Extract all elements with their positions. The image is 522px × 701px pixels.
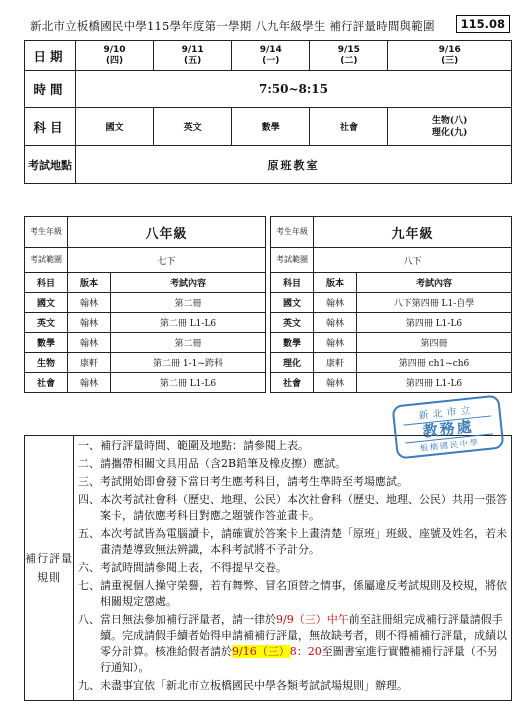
row-version: 翰林	[314, 373, 357, 393]
rule-number: 八、	[78, 613, 100, 626]
day-date: 9/10	[103, 44, 126, 55]
row-content: 第四冊	[357, 333, 512, 353]
grade-title: 八年級	[68, 217, 266, 248]
day-cell	[310, 41, 388, 71]
makeup-date-highlight: 9/16（三）	[232, 645, 290, 658]
time-label: 時間	[25, 71, 76, 108]
row-content: 第二冊 L1-L6	[111, 313, 266, 333]
day-date: 9/16	[438, 44, 461, 55]
day-date: 9/15	[337, 44, 360, 55]
rule-text-part: 當日無法參加補行評量者，請一律於	[100, 613, 276, 626]
row-version: 翰林	[68, 333, 111, 353]
row-subject: 英文	[25, 313, 68, 333]
table-row	[25, 333, 266, 353]
table-row	[25, 353, 266, 373]
row-subject: 國文	[25, 293, 68, 313]
rule-text-part: 至圖書室進行實體補補行評量（不另行通知）。	[100, 645, 498, 674]
row-subject: 社會	[25, 373, 68, 393]
day-subject: 英文	[154, 108, 232, 146]
exam-range: 七下	[68, 248, 266, 273]
day-weekday: (二)	[340, 55, 358, 66]
subject-row	[25, 108, 512, 146]
day-cell	[154, 41, 232, 71]
rule-text: 請重視個人操守榮譽，若有舞弊、冒名頂替之情事，係屬違反考試規則及校規，將依相關規定懲處。	[100, 579, 507, 608]
candidate-grade-label: 考生年級	[25, 217, 68, 248]
row-subject: 社會	[271, 373, 314, 393]
rule-number: 三、	[78, 475, 100, 488]
rule-text: 考試開始即會發下當日考生應考科目，請考生準時至考場應試。	[100, 475, 408, 488]
exam-range: 八下	[314, 248, 512, 273]
date-row	[25, 41, 512, 71]
day-cell	[76, 41, 154, 71]
rule-text: 考試時間請參閱上表，不得提早交卷。	[100, 561, 287, 574]
rule-text: 本次考試皆為電腦讀卡，請確實於答案卡上畫清楚「原班」班級、座號及姓名，若未畫清楚導致無法辨識，本科考試將不予計分。	[100, 527, 507, 556]
table-row	[271, 313, 512, 333]
location-row	[25, 146, 512, 184]
day-weekday: (一)	[262, 55, 280, 66]
table-row	[25, 313, 266, 333]
rules-body	[74, 436, 512, 701]
rule-item	[78, 492, 507, 524]
exam-range-label: 考試範圍	[271, 248, 314, 273]
day-subject: 國文	[76, 108, 154, 146]
row-content: 第四冊 L1-L6	[357, 313, 512, 333]
grade8-table	[24, 216, 266, 393]
rule-item	[78, 456, 507, 472]
col-content: 考試內容	[111, 273, 266, 293]
rule-number: 九、	[78, 679, 100, 692]
day-cell	[388, 41, 512, 71]
rule-item	[78, 578, 507, 610]
leave-deadline: 9/9（三）中午	[276, 613, 349, 626]
row-version: 翰林	[314, 313, 357, 333]
table-row	[271, 353, 512, 373]
grade-title: 九年級	[314, 217, 512, 248]
col-subject: 科目	[271, 273, 314, 293]
row-version: 翰林	[314, 293, 357, 313]
table-row	[271, 373, 512, 393]
row-content: 八下第四冊 L1-自學	[357, 293, 512, 313]
date-label: 日期	[25, 41, 76, 71]
stamp-top-text: 新北市立	[418, 405, 476, 422]
row-content: 第二冊 1-1~跨科	[111, 353, 266, 373]
grade9-table	[270, 216, 512, 393]
table-row	[271, 293, 512, 313]
rules-side-label: 補行評量規則	[25, 436, 74, 701]
day-subject: 生物(八) 理化(九)	[388, 108, 512, 146]
day-subject: 數學	[232, 108, 310, 146]
rule-item	[78, 474, 507, 490]
rule-text: 請攜帶相關文具用品（含2B鉛筆及橡皮擦）應試。	[100, 457, 347, 470]
document-date: 115.08	[456, 15, 510, 33]
day-subject: 社會	[310, 108, 388, 146]
rule-number: 五、	[78, 527, 100, 540]
time-row	[25, 71, 512, 108]
rule-item	[78, 526, 507, 558]
table-row	[271, 333, 512, 353]
row-subject: 數學	[25, 333, 68, 353]
day-weekday: (五)	[184, 55, 202, 66]
row-version: 翰林	[68, 293, 111, 313]
rule-text	[100, 612, 507, 676]
row-subject: 數學	[271, 333, 314, 353]
row-version: 康軒	[314, 353, 357, 373]
day-date: 9/14	[259, 44, 282, 55]
location-label: 考試地點	[25, 146, 76, 184]
row-version: 翰林	[68, 313, 111, 333]
rules-table	[24, 435, 512, 701]
row-version: 翰林	[314, 333, 357, 353]
row-version: 翰林	[68, 373, 111, 393]
row-content: 第四冊 ch1~ch6	[357, 353, 512, 373]
row-content: 第四冊 L1-L6	[357, 373, 512, 393]
stamp-bottom-text: 板橋國民中學	[419, 437, 481, 454]
table-row	[25, 373, 266, 393]
row-subject: 生物	[25, 353, 68, 373]
row-content: 第二冊 L1-L6	[111, 373, 266, 393]
rule-text: 本次考試社會科（歷史、地理、公民）本次社會科（歷史、地理、公民）共用一張答案卡，請依應考科目對應之題號作答並畫卡。	[100, 493, 507, 522]
academic-affairs-stamp	[391, 395, 504, 460]
rule-number: 七、	[78, 579, 100, 592]
candidate-grade-label: 考生年級	[271, 217, 314, 248]
row-subject: 國文	[271, 293, 314, 313]
page-title: 新北市立板橋國民中學115學年度第一學期 八九年級學生 補行評量時間與範圍	[30, 19, 435, 33]
exam-time: 7:50~8:15	[76, 71, 512, 108]
schedule-table	[24, 40, 512, 184]
rule-item	[78, 678, 507, 694]
rule-item	[78, 612, 507, 676]
rule-text: 補行評量時間、範圍及地點：請參閱上表。	[100, 439, 309, 452]
makeup-time: 8：20	[289, 645, 322, 658]
header	[24, 14, 512, 36]
subject-label: 科目	[25, 108, 76, 146]
stamp-main-text: 教務處	[404, 415, 494, 443]
row-subject: 理化	[271, 353, 314, 373]
col-content: 考試內容	[357, 273, 512, 293]
rule-number: 六、	[78, 561, 100, 574]
row-content: 第二冊	[111, 293, 266, 313]
rule-number: 二、	[78, 457, 100, 470]
rule-text: 未盡事宜依「新北市立板橋國民中學各類考試試場規則」辦理。	[100, 679, 408, 692]
day-weekday: (四)	[105, 55, 124, 66]
rule-item	[78, 560, 507, 576]
row-version: 康軒	[68, 353, 111, 373]
day-weekday: (三)	[441, 55, 459, 66]
rule-text-part: 前至註冊組完成補行評量請假手續。完成請假手續者始得申請補補行評量，無故缺考者，則不得補補行評量，成績以零分計算。核准給假者請於	[100, 613, 507, 658]
rule-number: 一、	[78, 439, 100, 452]
row-content: 第二冊	[111, 333, 266, 353]
day-cell	[232, 41, 310, 71]
col-version: 版本	[314, 273, 357, 293]
col-subject: 科目	[25, 273, 68, 293]
day-date: 9/11	[181, 44, 204, 55]
exam-location: 原班教室	[76, 146, 512, 184]
rule-number: 四、	[78, 493, 100, 506]
exam-range-label: 考試範圍	[25, 248, 68, 273]
table-row	[25, 293, 266, 313]
row-subject: 英文	[271, 313, 314, 333]
col-version: 版本	[68, 273, 111, 293]
